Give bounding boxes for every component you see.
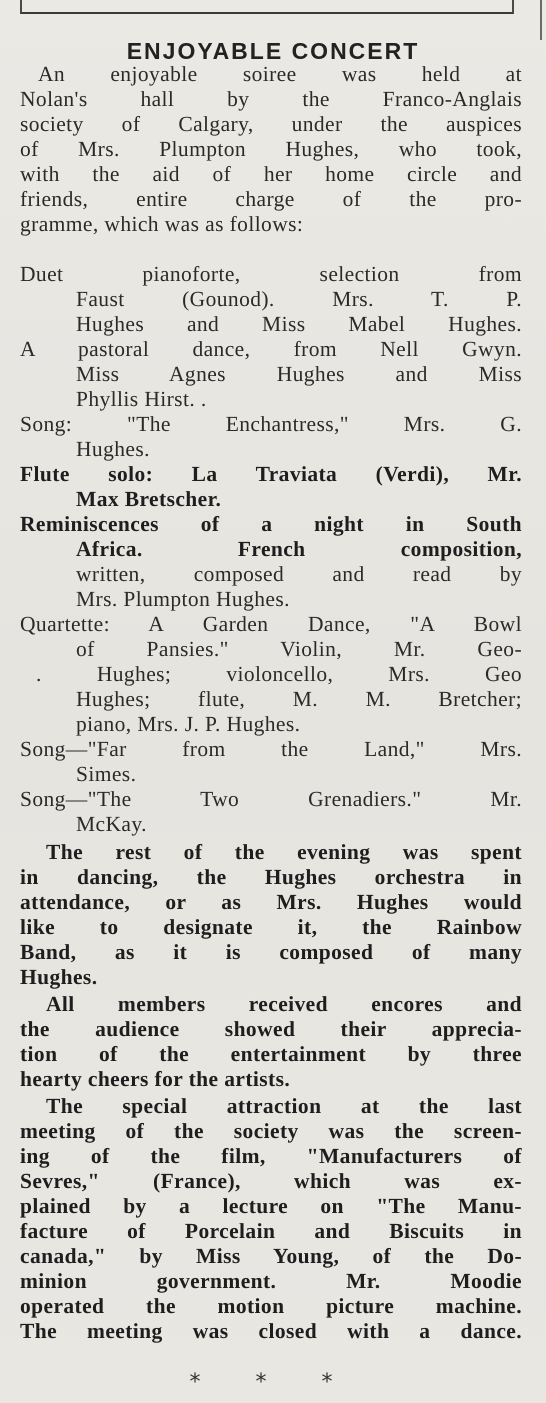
programme-line: Africa. French composition, [76,537,522,561]
programme-line: Hughes; flute, M. M. Bretcher; [76,687,522,711]
body-line: Band, as it is composed of many [20,940,522,964]
body-line: plained by a lecture on "The Manu- [20,1194,522,1218]
body-line: gramme, which was as follows: [20,212,304,236]
body-line: the audience showed their apprecia- [20,1017,522,1041]
programme-line: Hughes. [76,437,150,461]
closing-asterisks: * * * [189,1370,357,1395]
body-line: tion of the entertainment by three [20,1042,522,1066]
programme-line: Duet pianoforte, selection from [20,262,522,286]
programme-line: McKay. [76,812,147,836]
body-line: minion government. Mr. Moodie [20,1269,522,1293]
body-line: All members received encores and [46,992,522,1016]
programme-line: A pastoral dance, from Nell Gwyn. [20,337,522,361]
body-line: like to designate it, the Rainbow [20,915,522,939]
body-line: The rest of the evening was spent [46,840,522,864]
programme-line: Simes. [76,762,137,786]
body-line: society of Calgary, under the auspices [20,112,522,136]
body-line: ing of the film, "Manufacturers of [20,1144,522,1168]
programme-line: Song—"Far from the Land," Mrs. [20,737,522,761]
body-line: Sevres," (France), which was ex- [20,1169,522,1193]
programme-line: Max Bretscher. [76,487,222,511]
body-line: attendance, or as Mrs. Hughes would [20,890,522,914]
body-line: An enjoyable soiree was held at [38,62,522,86]
programme-line: Hughes and Miss Mabel Hughes. [76,312,522,336]
programme-line: Song—"The Two Grenadiers." Mr. [20,787,522,811]
programme-line: Quartette: A Garden Dance, "A Bowl [20,612,522,636]
body-line: facture of Porcelain and Biscuits in [20,1219,522,1243]
programme-line: Song: "The Enchantress," Mrs. G. [20,412,522,436]
body-line: operated the motion picture machine. [20,1294,522,1318]
body-line: with the aid of her home circle and [20,162,522,186]
programme-line: . Hughes; violoncello, Mrs. Geo [36,662,522,686]
body-line: Hughes. [20,965,98,989]
programme-line: Flute solo: La Traviata (Verdi), Mr. [20,462,522,486]
body-line: The meeting was closed with a dance. [20,1319,522,1343]
programme-line: Miss Agnes Hughes and Miss [76,362,522,386]
body-line: of Mrs. Plumpton Hughes, who took, [20,137,522,161]
body-line: meeting of the society was the screen- [20,1119,522,1143]
programme-line: piano, Mrs. J. P. Hughes. [76,712,301,736]
body-line: friends, entire charge of the pro- [20,187,522,211]
programme-line: Reminiscences of a night in South [20,512,522,536]
body-line: canada," by Miss Young, of the Do- [20,1244,522,1268]
body-line: Nolan's hall by the Franco-Anglais [20,87,522,111]
body-line: hearty cheers for the artists. [20,1067,291,1091]
programme-line: Mrs. Plumpton Hughes. [76,587,290,611]
programme-line: Faust (Gounod). Mrs. T. P. [76,287,522,311]
programme-line: of Pansies." Violin, Mr. Geo- [76,637,522,661]
body-line: in dancing, the Hughes orchestra in [20,865,522,889]
programme-line: Phyllis Hirst. . [76,387,207,411]
programme-line: written, composed and read by [76,562,522,586]
article-headline: ENJOYABLE CONCERT [126,38,420,64]
body-line: The special attraction at the last [46,1094,522,1118]
